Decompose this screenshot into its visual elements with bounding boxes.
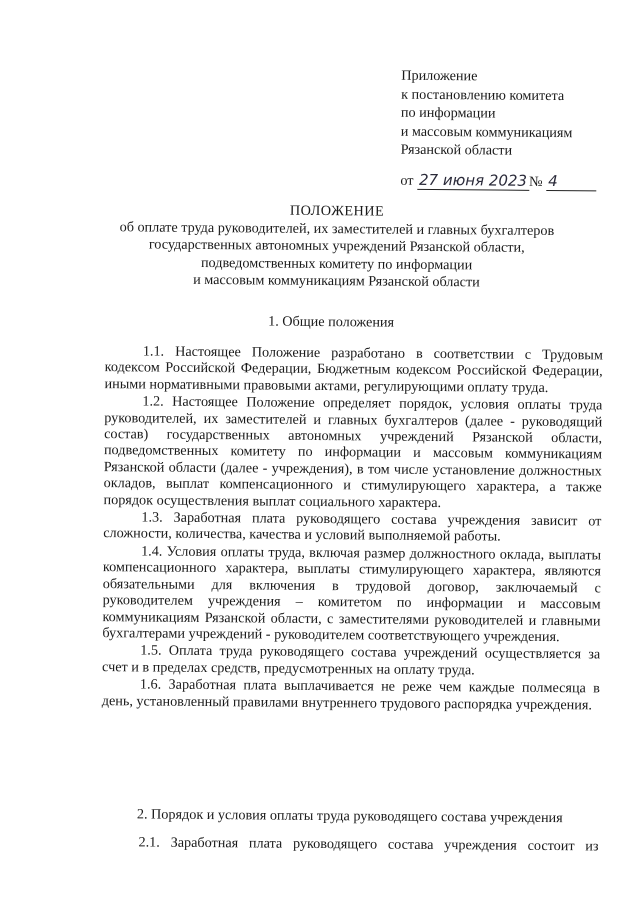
paragraph-1-1: 1.1. Настоящее Положение разработано в соответствии с Трудовым кодексом Российской Федерации, Бюджетным кодексом Российской Федерации, иными нормативными правовыми актами, регулирующими оплату труда.	[104, 343, 603, 396]
paragraph-1-5: 1.5. Оплата труда руководящего состава учреждений осуществляется за счет и в пределах средств, предусмотренных на оплату труда.	[102, 642, 601, 679]
appendix-line: и массовым коммуникациям	[400, 123, 573, 141]
handwritten-number: 4	[546, 172, 596, 191]
document-title	[101, 201, 572, 293]
paragraph-1-4: 1.4. Условия оплаты труда, включая размер должностного оклада, выплаты компенсационного характера, выплаты стимулирующего характера, являются обязательными для включения в трудовой договор, заключаемый с руководителем учреждения – комитетом по информации и массовым коммуникациям Рязанской области, с заместителями руководителей и главными бухгалтерами учреждений - руководителем соответствующего учреждения.	[102, 543, 602, 646]
appendix-line: по информации	[400, 104, 496, 122]
paragraph-1-6: 1.6. Заработная плата выплачивается не реже чем каждые полмесяца в день, установленный правилами внутреннего трудового распорядка учреждения.	[101, 676, 600, 713]
section-2-body	[100, 834, 598, 855]
title-line: об оплате труда руководителей, их заместителей и главных бухгалтеров	[119, 218, 555, 239]
appendix-line: к постановлению комитета	[401, 86, 565, 104]
appendix-line: Рязанской области	[400, 141, 513, 159]
paragraph-1-2: 1.2. Настоящее Положение определяет порядок, условия оплаты труда руководителей, их заместителей и главных бухгалтеров (далее - руководящий состав) государственных автономных учреждений Рязанской области, подведомственных комитету по информации и массовым коммуникациям Рязанской области (далее - учреждения), в том числе установление должностных окладов, выплат компенсационного и стимулирующего характера, а также порядок осуществления выплат социального характера.	[103, 393, 603, 511]
title-line: и массовым коммуникациям Рязанской области	[193, 271, 480, 291]
handwritten-date: 27 июня 2023	[417, 171, 529, 191]
section-1-heading: 1. Общие положения	[268, 313, 395, 331]
paragraph-1-3: 1.3. Заработная плата руководящего состава учреждения зависит от сложности, количества, качества и условий выполняемой работы.	[103, 509, 602, 546]
section-2-heading: 2. Порядок и условия оплаты труда руководящего состава учреждения	[136, 806, 563, 827]
number-label: №	[528, 173, 543, 190]
title-heading: ПОЛОЖЕНИЕ	[289, 202, 385, 220]
appendix-line: Приложение	[401, 67, 478, 85]
paragraph-2-1: 2.1. Заработная плата руководящего состава учреждения состоит из	[138, 834, 599, 855]
date-prefix: от	[400, 172, 414, 189]
date-line	[400, 171, 596, 192]
title-line: подведомственных комитету по информации	[200, 254, 473, 273]
section-1-body	[102, 343, 603, 713]
title-line: государственных автономных учреждений Рязанской области,	[148, 236, 525, 256]
appendix-block	[401, 67, 573, 161]
